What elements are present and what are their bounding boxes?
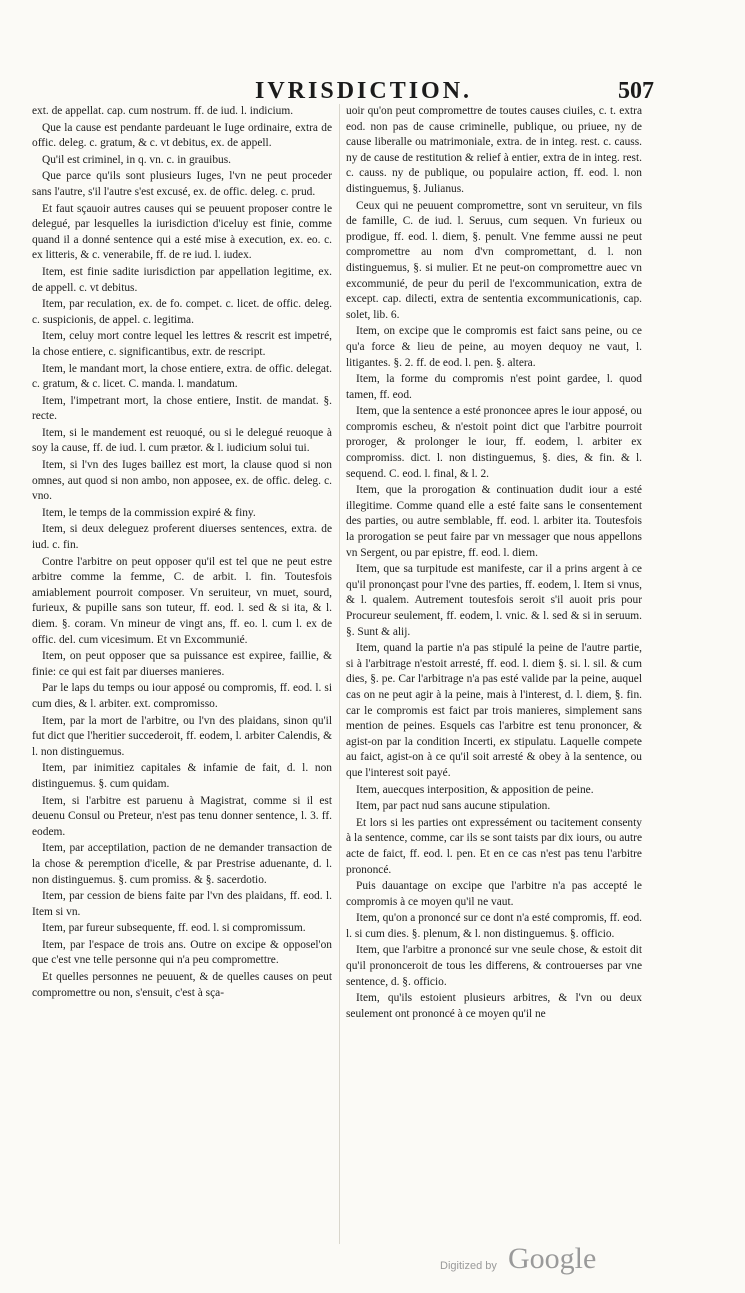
paragraph: Item, par l'espace de trois ans. Outre on excipe & opposel'on que c'est vne telle personne qui n'a peu compromettre. — [32, 938, 332, 967]
paragraph: Par le laps du temps ou iour apposé ou compromis, ff. eod. l. si cum dies, & l. arbiter. ext. compromisso. — [32, 682, 332, 710]
paragraph: ext. de appellat. cap. cum nostrum. ff. de iud. l. indicium. — [32, 105, 294, 117]
paragraph: Item, qu'on a prononcé sur ce dont n'a esté compromis, ff. eod. l. si cum dies. §. plenum, & l. non distinguemus. §. officio. — [346, 912, 642, 940]
paragraph: Item, par reculation, ex. de fo. compet. c. licet. de offic. deleg. c. suspicionis, de appel. c. legitima. — [32, 298, 332, 326]
paragraph: Item, quand la partie n'a pas stipulé la peine de l'autre partie, si à l'arbitrage n'estoit arresté, ff. eod. l. diem §. si. l. sil. & cum dies, §. pe. Car l'arbitrage n'a pas esté valide par la peine, auquel cas on ne peut agir à la peine, mais à l'interest, d. l. diem, §. fin. car le compromis est faict par trois manieres, simplement sans mention de peines. Esquels cas l'arbitre est tenu prononcer, & agist-on par la condition Incerti, ex stipulatu. Laquelle compete au faict, agist-on à ce qu'il soit arresté & obey à la sentence, ou que l'interest soit payé. — [346, 642, 642, 779]
paragraph: Item, le mandant mort, la chose entiere, extra. de offic. delegat. c. gratum, & c. licet. C. manda. l. mandatum. — [32, 362, 332, 391]
right-column — [346, 104, 642, 1023]
digitized-by-google-watermark — [440, 1242, 670, 1282]
paragraph: uoir qu'on peut compromettre de toutes causes ciuiles, c. t. extra eod. non pas de cause criminelle, publique, ou priuee, ny de cause liberalle ou matrimoniale, extra. de in integ. rest. c. causs. ny de cause de restitution & relief à entier, extra de in integ. rest. c. causs. ny de publique, ou populaire action, ff. eod. l. non distinguemus, §. Julianus. — [346, 105, 642, 195]
paragraph: Item, si l'vn des Iuges baillez est mort, la clause quod si non omnes, aut quod si non ambo, non apposee, ex. de offic. deleg. c. vno. — [32, 459, 332, 503]
paragraph: Ceux qui ne peuuent compromettre, sont vn seruiteur, vn fils de famille, C. de iud. l. Seruus, cum sequen. Vn furieux ou prodigue, ff. eod. l. diem, §. penult. Vne femme aussi ne peut compromettre au nom d'vn compromettant, d. l. non distinguemus, §. si mulier. Et ne peut-on compromettre auec vn excommunié, de peur du peril de l'excommunication, extra de except. cap. dilecti, extra de sententia excommunicationis, cap. solet, lib. 6. — [346, 199, 642, 321]
paragraph: Item, l'impetrant mort, la chose entiere, Instit. de mandat. §. recte. — [32, 394, 332, 423]
paragraph: Item, par pact nud sans aucune stipulation. — [356, 800, 551, 813]
paragraph: Item, celuy mort contre lequel les lettres & rescrit est impetré, la chose entiere, c. significantibus, extr. de rescript. — [32, 330, 332, 358]
paragraph: Item, par fureur subsequente, ff. eod. l. si compromissum. — [42, 922, 306, 935]
paragraph: Que parce qu'ils sont plusieurs Iuges, l'vn ne peut proceder sans l'autre, s'il l'autre s'est excusé, ex. de offic. deleg. c. prud. — [32, 170, 332, 198]
watermark-prefix: Digitized by — [440, 1260, 497, 1272]
paragraph: Item, si deux deleguez proferent diuerses sentences, extra. de iud. c. fin. — [32, 523, 332, 552]
paragraph: Item, est finie sadite iurisdiction par appellation legitime, ex. de appell. c. vt debitus. — [32, 265, 332, 294]
page-number: 507 — [618, 78, 654, 104]
column-divider — [339, 104, 340, 1244]
paragraph: Item, si le mandement est reuoqué, ou si le delegué reuoque à soy la cause, ff. de iud. l. cum prætor. & l. iudicium solui tui. — [32, 426, 332, 455]
paragraph: Item, le temps de la commission expiré & finy. — [42, 506, 256, 519]
paragraph: Item, auecques interposition, & apposition de peine. — [356, 783, 594, 796]
paragraph: Et quelles personnes ne peuuent, & de quelles causes on peut compromettre ou non, s'ensuit, c'est à sça- — [32, 971, 332, 999]
paragraph: Item, que la prorogation & continuation dudit iour a esté illegitime. Comme quand elle a esté faite sans le consentement des parties, ou autre semblable, ff. eod. l. arbiter ita. Toutesfois la prorogation se peut faire par vn messager que nous appellons vn Sergent, ou par epistre, ff. eod. l. diem. — [346, 484, 642, 559]
left-column — [32, 104, 332, 1002]
paragraph: Item, si l'arbitre est paruenu à Magistrat, comme si il est deuenu Consul ou Preteur, n'est pas tenu donner sentence, l. 3. ff. eodem. — [32, 794, 332, 838]
paragraph: Et faut sçauoir autres causes qui se peuuent proposer contre le delegué, par lesquelles la iurisdiction d'iceluy est finie, comme quand il a donné sentence qui a esté mise à execution, ex. eo. c. ex litteris, & c. venerabile, ff. de re iud. l. iudex. — [32, 202, 332, 262]
paragraph: Et lors si les parties ont expressément ou tacitement consenty à la sentence, comme, car ils se sont taists par dix iours, ou autre acte de faict, ff. eod. l. pen. Et en ce cas n'est pas tenu l'arbitre prononcé. — [346, 816, 642, 876]
paragraph: Item, par inimitiez capitales & infamie de fait, d. l. non distinguemus. §. cum quidam. — [32, 762, 332, 790]
page-title: IVRISDICTION. — [255, 78, 473, 104]
paragraph: Item, que la sentence a esté prononcee apres le iour apposé, ou compromis escheu, & n'estoit point dict que l'arbitre pourroit proroger, & prolonger le iour, ff. eodem, l. arbiter ex compromiss. dict. l. non distinguemus, §. dies, & fin. & l. sequend. C. eod. l. final, & l. 2. — [346, 405, 642, 480]
paragraph: Item, on peut opposer que sa puissance est expiree, faillie, & finie: ce qui est fait par diuerses manieres. — [32, 650, 332, 678]
paragraph: Item, on excipe que le compromis est faict sans peine, ou ce qu'a force & lieu de peine, au moyen dequoy ne vaut, l. litigantes. §. 2. ff. de eod. l. pen. §. altera. — [346, 325, 642, 369]
paragraph: Qu'il est criminel, in q. vn. c. in grauibus. — [42, 153, 232, 166]
paragraph: Item, par cession de biens faite par l'vn des plaidans, ff. eod. l. Item si vn. — [32, 890, 332, 918]
google-logo: Google — [508, 1242, 597, 1275]
paragraph: Puis dauantage on excipe que l'arbitre n'a pas accepté le compromis à ce moyen qu'il ne vaut. — [346, 880, 642, 908]
paragraph: Item, par acceptilation, paction de ne demander transaction de la chose & peremption d'icelle, & par Prestrise aduenante, d. l. non distinguemus. §. cum promiss. & §. sacerdotio. — [32, 842, 332, 886]
paragraph: Item, la forme du compromis n'est point gardee, l. quod tamen, ff. eod. — [346, 373, 642, 401]
paragraph: Item, que sa turpitude est manifeste, car il a prins argent à ce qu'il prononçast pour l'vne des parties, ff. eodem, l. Item si vnus, & l. qualem. Autrement toutesfois seroit s'il auoit pris pour Procureur seulement, ff. eodem, l. vnic. & l. sed & si in seruum. §. Sunt & alij. — [346, 563, 642, 638]
paragraph: Item, qu'ils estoient plusieurs arbitres, & l'vn ou deux seulement ont prononcé à ce moyen qu'il ne — [346, 992, 642, 1020]
paragraph: Contre l'arbitre on peut opposer qu'il est tel que ne peut estre arbitre comme la femme, C. de arbit. l. fin. Toutesfois amiablement pourroit composer. Vn seruiteur, vn muet, sourd, furieux, & pupille sans son tuteur, ff. eod. l. sed & si ita, & l. diem. §. coram. Vn mineur de vingt ans, ff. eo. l. cum l. ex de offic. del. cum vicesimum. Et vn Excommunié. — [32, 555, 332, 646]
paragraph: Item, par la mort de l'arbitre, ou l'vn des plaidans, sinon qu'il fut dict que l'heritier succederoit, ff. eodem, l. arbiter Calendis, & l. non distinguemus. — [32, 714, 332, 758]
paragraph: Que la cause est pendante pardeuant le Iuge ordinaire, extra de offic. deleg. c. gratum, & c. vt debitus, ex. de appell. — [32, 121, 332, 150]
paragraph: Item, que l'arbitre a prononcé sur vne seule chose, & estoit dit qu'il prononceroit de tous les differens, & controuerses par vne sentence, d. §. officio. — [346, 944, 642, 988]
